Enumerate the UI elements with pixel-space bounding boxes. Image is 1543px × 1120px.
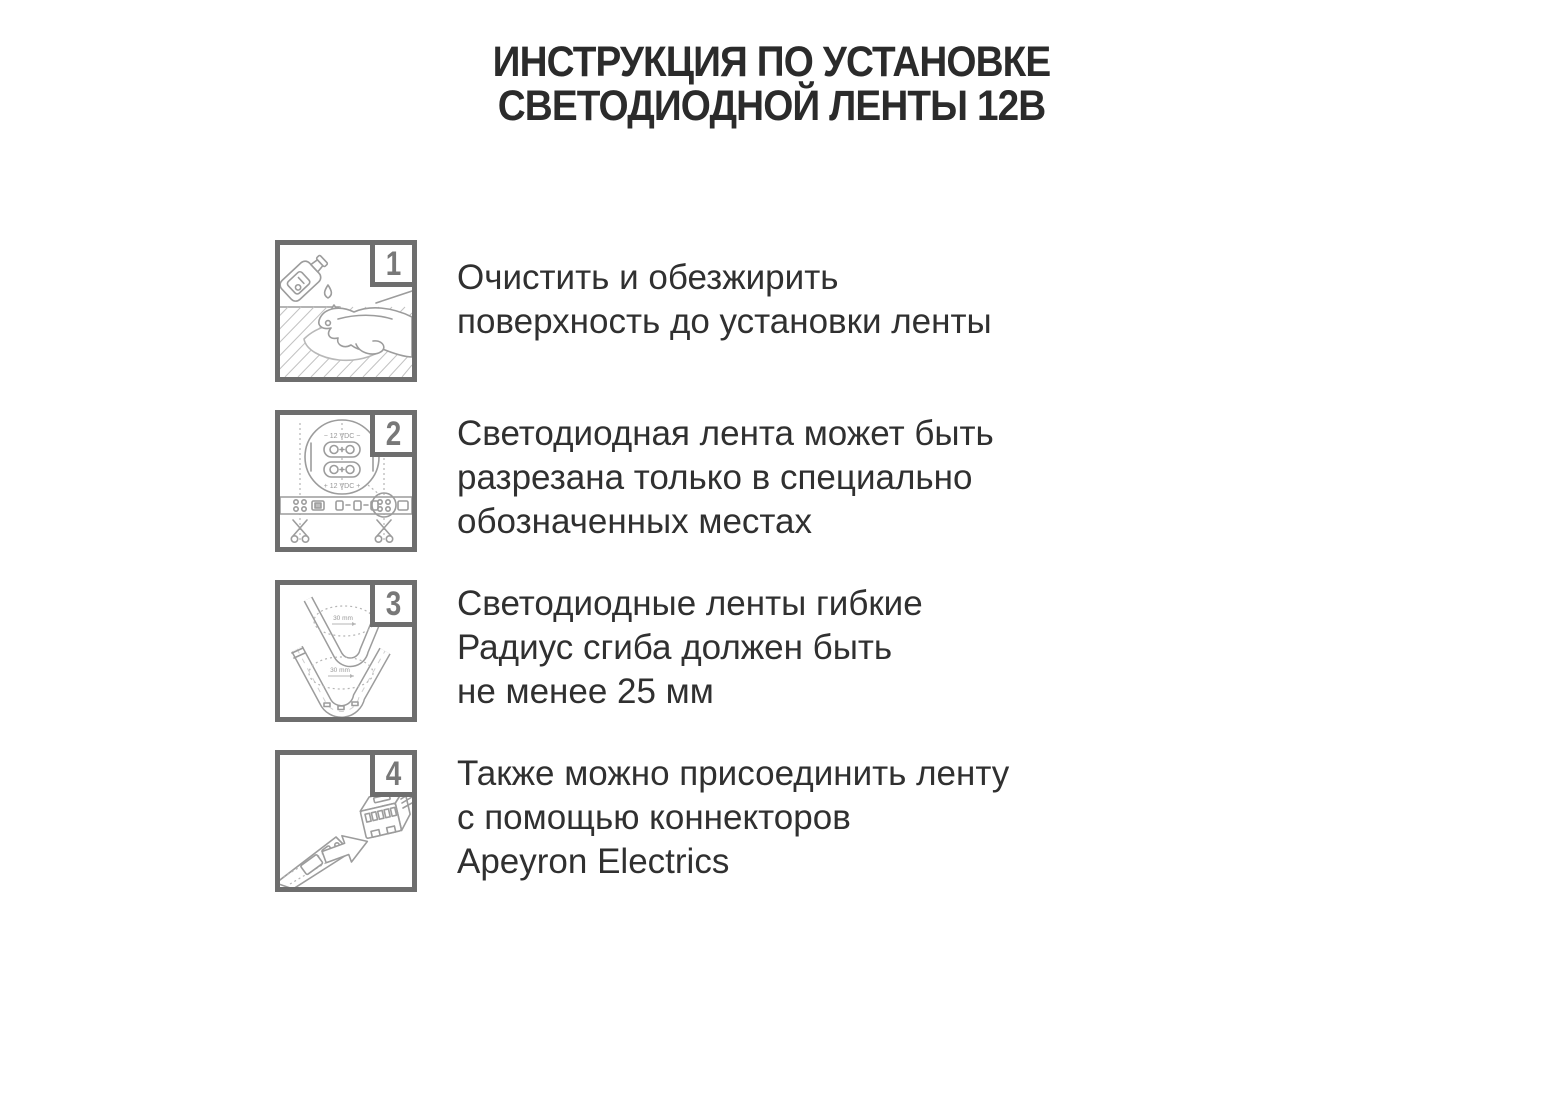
step-3-number: 3 <box>385 584 402 623</box>
step-1-illustration-frame <box>275 240 417 382</box>
step-2-line-3: обозначенных местах <box>457 502 813 541</box>
step-2-number-badge <box>370 410 417 457</box>
step-1-line-1: Очистить и обезжирить <box>457 258 839 297</box>
step-2-line-2: разрезана только в специально <box>457 458 973 497</box>
step-1-text <box>457 240 992 344</box>
page-title <box>77 40 1466 128</box>
page-title-line2: СВЕТОДИОДНОЙ ЛЕНТЫ 12В <box>497 82 1046 130</box>
step-3-illustration-frame <box>275 580 417 722</box>
magnifier-pointer-line <box>368 485 380 495</box>
step-1 <box>275 240 1543 382</box>
step-3-number-badge <box>370 580 417 627</box>
voltage-label-top: − 12 VDC − <box>323 433 361 440</box>
page-title-line1: ИНСТРУКЦИЯ ПО УСТАНОВКЕ <box>492 38 1051 86</box>
led-strip <box>280 493 412 517</box>
step-4-number: 4 <box>385 754 402 793</box>
step-3-line-2: Радиус сгиба должен быть <box>457 628 893 667</box>
step-1-number-badge <box>370 240 417 287</box>
magnifier-circle <box>305 420 379 494</box>
step-2-line-1: Светодиодная лента может быть <box>457 414 994 453</box>
step-3-text <box>457 580 923 714</box>
step-3-line-3: не менее 25 мм <box>457 672 714 711</box>
step-2 <box>275 410 1543 552</box>
instruction-steps <box>275 240 1543 892</box>
step-1-line-2: поверхность до установки ленты <box>457 302 992 341</box>
step-4-number-badge <box>370 750 417 797</box>
step-4-line-2: с помощью коннекторов <box>457 798 851 837</box>
step-2-text <box>457 410 994 544</box>
step-2-illustration-frame <box>275 410 417 552</box>
radius-label-bottom: 30 mm <box>330 667 350 674</box>
radius-label-top: 30 mm <box>333 615 353 622</box>
step-3 <box>275 580 1543 722</box>
step-4-line-1: Также можно присоединить ленту <box>457 754 1010 793</box>
step-4-illustration-frame <box>275 750 417 892</box>
step-1-number: 1 <box>385 244 402 283</box>
voltage-label-bottom: + 12 VDC + <box>323 483 361 490</box>
step-2-number: 2 <box>385 414 402 453</box>
step-4-text <box>457 750 1009 884</box>
step-3-line-1: Светодиодные ленты гибкие <box>457 584 923 623</box>
step-4-line-3: Apeyron Electrics <box>457 842 730 881</box>
step-4 <box>275 750 1543 892</box>
